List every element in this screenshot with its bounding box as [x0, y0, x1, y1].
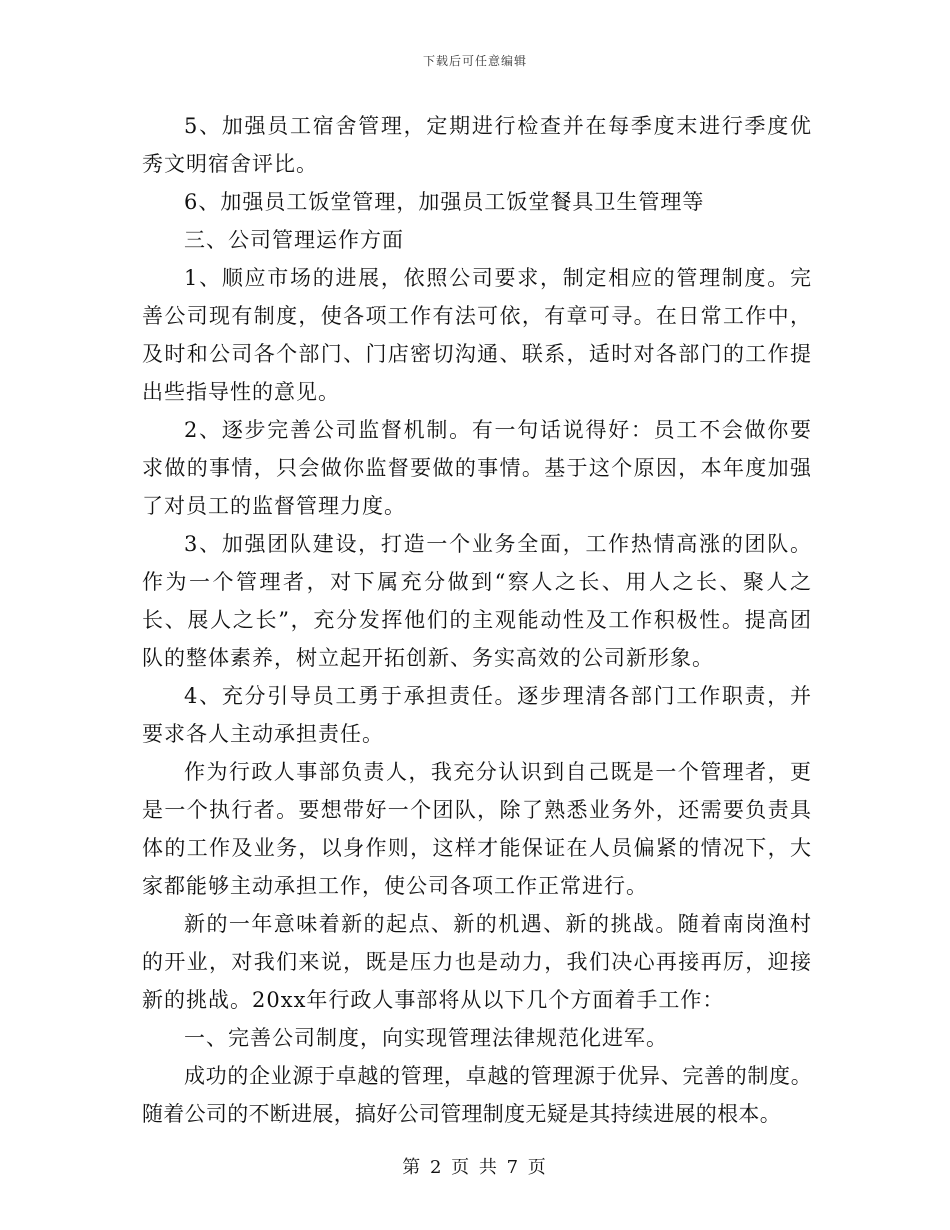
- page-header: 下载后可任意编辑: [422, 54, 527, 68]
- paragraph-role-reflection: 作为行政人事部负责人，我充分认识到自己既是一个管理者，更是一个执行者。要想带好一个团队，除了熟悉业务外，还需要负责具体的工作及业务，以身作则，这样才能保证在人员偏紧的情况下，大家都能够主动承担工作，使公司各项工作正常进行。: [142, 760, 812, 898]
- paragraph-canteen: 6、加强员工饭堂管理，加强员工饭堂餐具卫生管理等: [184, 190, 705, 214]
- section-heading-improve-system: 一、完善公司制度，向实现管理法律规范化进军。: [184, 1026, 668, 1050]
- document-body: [142, 107, 812, 1133]
- paragraph-success-management: 成功的企业源于卓越的管理，卓越的管理源于优异、完善的制度。随着公司的不断进展，搞好公司管理制度无疑是其持续进展的根本。: [142, 1064, 812, 1126]
- section-heading-company-operations: 三、公司管理运作方面: [184, 228, 404, 252]
- paragraph-dormitory: 5、加强员工宿舍管理，定期进行检查并在每季度末进行季度优秀文明宿舍评比。: [142, 114, 812, 176]
- paragraph-responsibility: 4、充分引导员工勇于承担责任。逐步理清各部门工作职责，并要求各人主动承担责任。: [142, 684, 812, 746]
- paragraph-team-building: 3、加强团队建设，打造一个业务全面，工作热情高涨的团队。作为一个管理者，对下属充分做到“察人之长、用人之长、聚人之长、展人之长”，充分发挥他们的主观能动性及工作积极性。提高团队的整体素养，树立起开拓创新、务实高效的公司新形象。: [142, 532, 812, 670]
- page-number: 第 2 页 共 7 页: [402, 1157, 548, 1178]
- paragraph-management-system: 1、顺应市场的进展，依照公司要求，制定相应的管理制度。完善公司现有制度，使各项工作有法可依，有章可寻。在日常工作中，及时和公司各个部门、门店密切沟通、联系，适时对各部门的工作提出些指导性的意见。: [142, 266, 812, 404]
- paragraph-supervision: 2、逐步完善公司监督机制。有一句话说得好：员工不会做你要求做的事情，只会做你监督要做的事情。基于这个原因，本年度加强了对员工的监督管理力度。: [142, 418, 812, 518]
- paragraph-new-year: 新的一年意味着新的起点、新的机遇、新的挑战。随着南岗渔村的开业，对我们来说，既是压力也是动力，我们决心再接再厉，迎接新的挑战。20xx年行政人事部将从以下几个方面着手工作：: [142, 912, 812, 1012]
